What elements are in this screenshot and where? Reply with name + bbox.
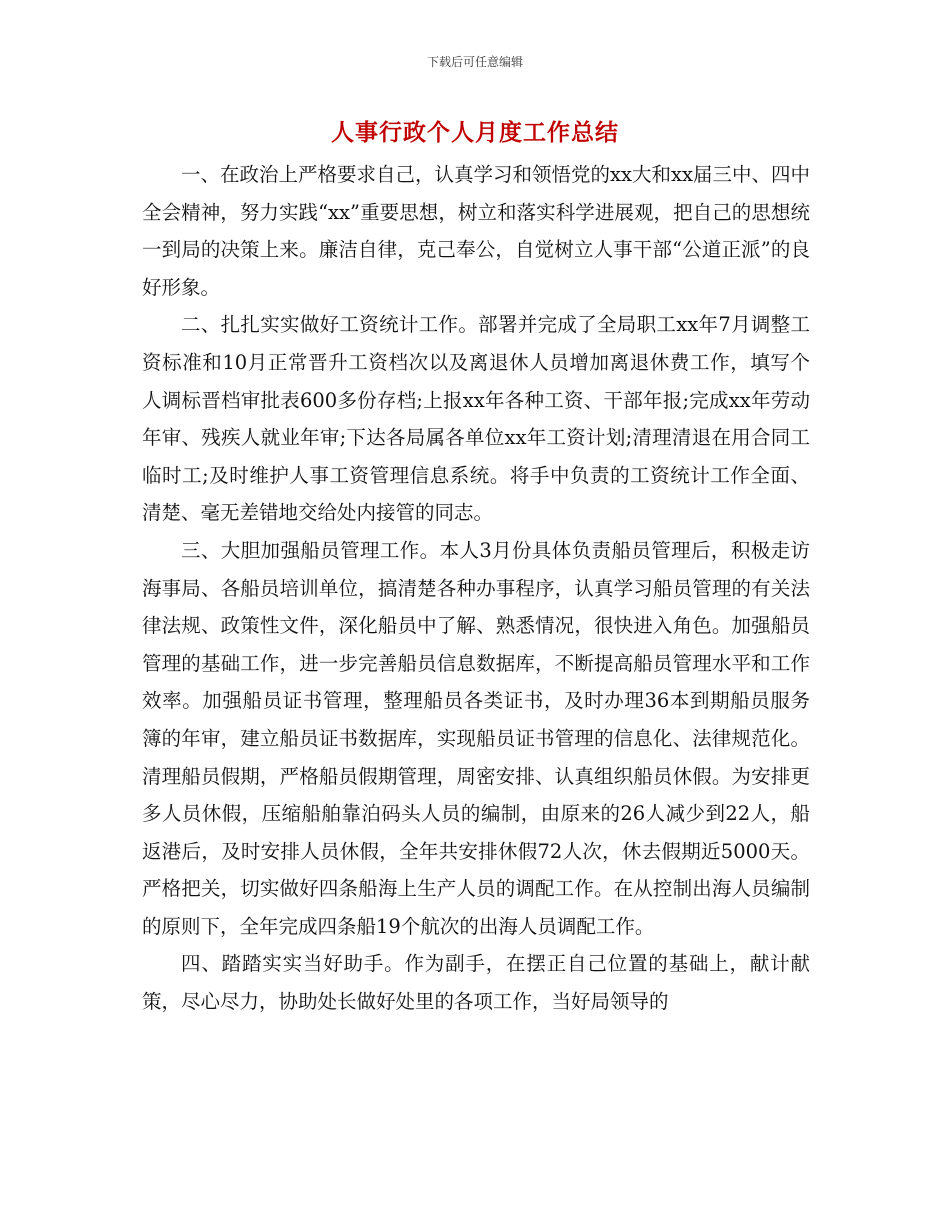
paragraph-1: 一、在政治上严格要求自己，认真学习和领悟党的xx大和xx届三中、四中全会精神，努力实践“xx”重要思想，树立和落实科学进展观，把自己的思想统一到局的决策上来。廉洁自律，克己奉公，自觉树立人事干部“公道正派”的良好形象。 <box>142 163 810 299</box>
paragraph-4: 四、踏踏实实当好助手。作为副手，在摆正自己位置的基础上，献计献策，尽心尽力，协助处长做好处里的各项工作，当好局领导的 <box>142 952 810 1014</box>
paragraph-2: 二、扎扎实实做好工资统计工作。部署并完成了全局职工xx年7月调整工资标准和10月正常晋升工资档次以及离退休人员增加离退休费工作，填写个人调标晋档审批表600多份存档;上报xx年各种工资、干部年报;完成xx年劳动年审、残疾人就业年审;下达各局属各单位xx年工资计划;清理清退在用合同工临时工;及时维护人事工资管理信息系统。将手中负责的工资统计工作全面、清楚、毫无差错地交给处内接管的同志。 <box>142 313 810 525</box>
paragraph-3: 三、大胆加强船员管理工作。本人3月份具体负责船员管理后，积极走访海事局、各船员培训单位，搞清楚各种办事程序，认真学习船员管理的有关法律法规、政策性文件，深化船员中了解、熟悉情况，很快进入角色。加强船员管理的基础工作，进一步完善船员信息数据库，不断提高船员管理水平和工作效率。加强船员证书管理，整理船员各类证书，及时办理36本到期船员服务簿的年审，建立船员证书数据库，实现船员证书管理的信息化、法律规范化。清理船员假期，严格船员假期管理，周密安排、认真组织船员休假。为安排更多人员休假，压缩船舶靠泊码头人员的编制，由原来的26人减少到22人，船返港后，及时安排人员休假，全年共安排休假72人次，休去假期近5000天。严格把关，切实做好四条船海上生产人员的调配工作。在从控制出海人员编制的原则下，全年完成四条船19个航次的出海人员调配工作。 <box>142 538 810 938</box>
document-title: 人事行政个人月度工作总结 <box>331 120 619 146</box>
document-body <box>142 156 810 1021</box>
header-note: 下载后可任意编辑 <box>426 55 523 69</box>
